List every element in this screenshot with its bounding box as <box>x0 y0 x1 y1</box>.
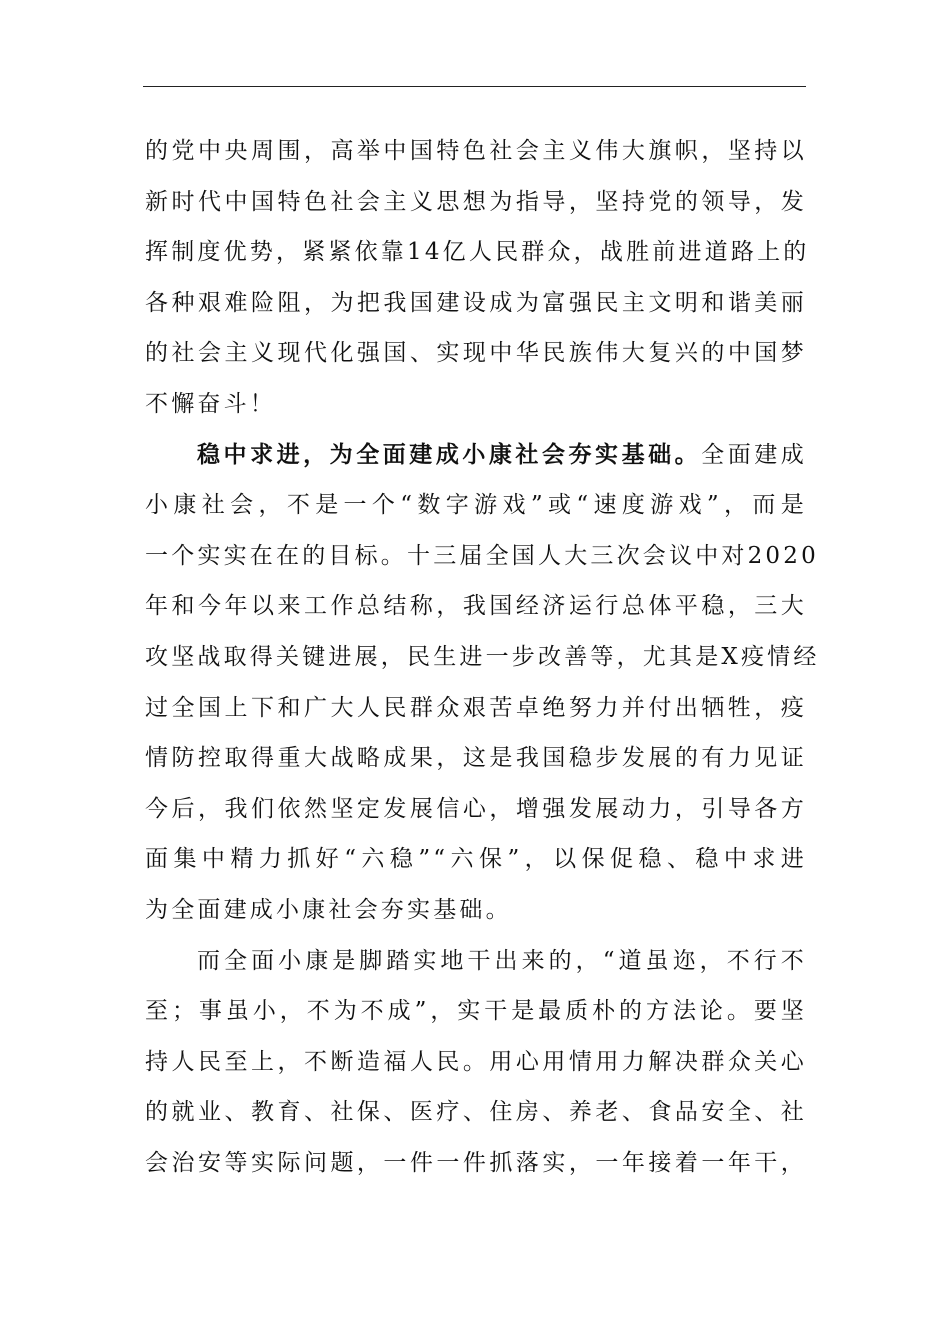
text-line: 挥制度优势，紧紧依靠14亿人民群众，战胜前进道路上的 <box>145 239 810 266</box>
paragraph-3 <box>145 936 807 1189</box>
text-line: 的就业、教育、社保、医疗、住房、养老、食品安全、社 <box>145 1099 807 1126</box>
document-body <box>145 126 820 1188</box>
text-line: 小康社会，不是一个“数字游戏”或“速度游戏”，而是 <box>145 492 807 519</box>
text-line: 各种艰难险阻，为把我国建设成为富强民主文明和谐美丽 <box>145 289 807 316</box>
text-line: 今后，我们依然坚定发展信心，增强发展动力，引导各方 <box>145 795 807 822</box>
text-line: 一个实实在在的目标。十三届全国人大三次会议中对2020 <box>145 542 819 569</box>
text-line: 年和今年以来工作总结称，我国经济运行总体平稳，三大 <box>145 593 807 620</box>
text-line: 而全面小康是脚踏实地干出来的，“道虽迩，不行不 <box>197 947 807 974</box>
text-line: 至；事虽小，不为不成”，实干是最质朴的方法论。要坚 <box>145 998 807 1025</box>
text-line: 情防控取得重大战略成果，这是我国稳步发展的有力见证 <box>145 745 807 772</box>
text-line: 为全面建成小康社会夯实基础。 <box>145 896 512 923</box>
paragraph-heading: 稳中求进，为全面建成小康社会夯实基础。 <box>197 440 702 468</box>
text-line: 过全国上下和广大人民群众艰苦卓绝努力并付出牺牲，疫 <box>145 694 807 721</box>
text-line <box>145 430 807 481</box>
text-line: 的党中央周围，高举中国特色社会主义伟大旗帜，坚持以 <box>145 138 807 164</box>
text-line: 的社会主义现代化强国、实现中华民族伟大复兴的中国梦 <box>145 340 807 367</box>
paragraph-1 <box>145 126 810 430</box>
text-run: 全面建成 <box>701 441 807 468</box>
paragraph-2 <box>145 430 820 936</box>
text-line: 面集中精力抓好“六稳”“六保”，以保促稳、稳中求进 <box>145 846 807 873</box>
text-line: 持人民至上，不断造福人民。用心用情用力解决群众关心 <box>145 1048 807 1075</box>
text-line: 不懈奋斗！ <box>145 390 276 417</box>
text-line: 会治安等实际问题，一件一件抓落实，一年接着一年干， <box>145 1149 807 1176</box>
header-rule <box>143 86 806 87</box>
text-line: 攻坚战取得关键进展，民生进一步改善等，尤其是X疫情经 <box>145 643 820 670</box>
text-line: 新时代中国特色社会主义思想为指导，坚持党的领导，发 <box>145 188 807 215</box>
